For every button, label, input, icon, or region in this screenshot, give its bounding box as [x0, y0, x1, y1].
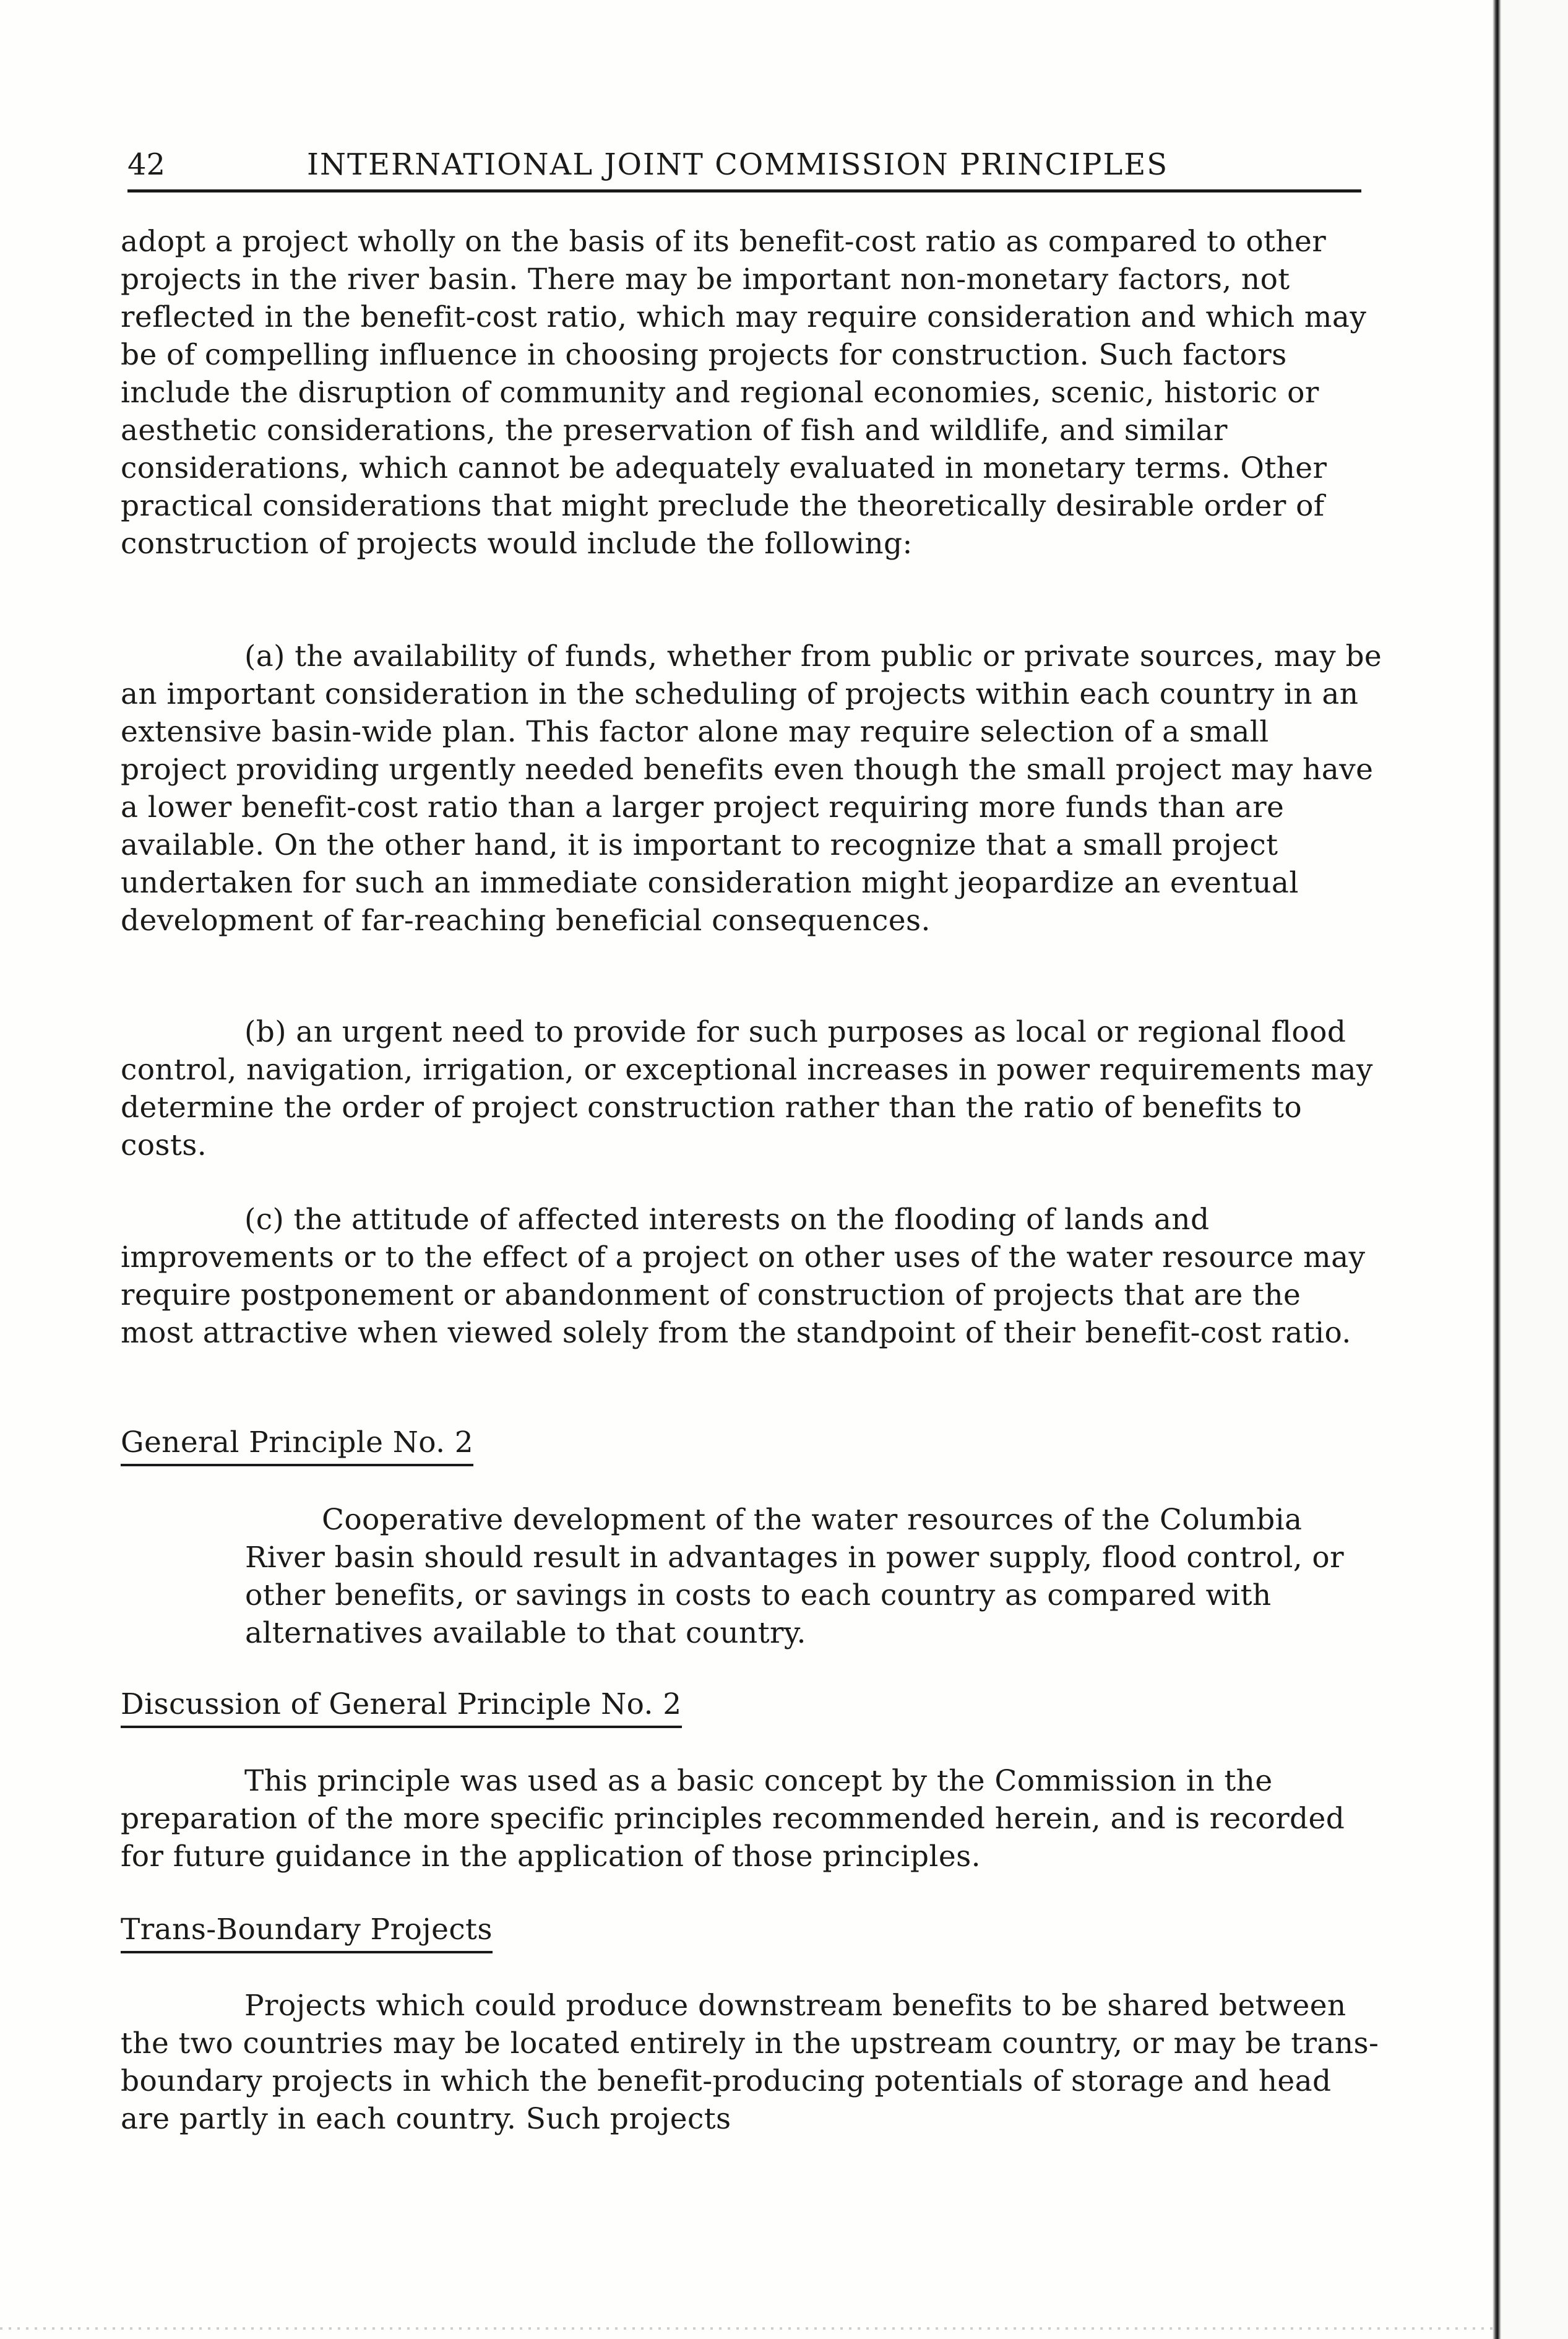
principle-2-text: Cooperative development of the water resources of the Columbia River basin should result in advantages in power supply, flood control, or other benefits, or savings in costs to each country as compared with alternatives available to that country.: [245, 1503, 1344, 1650]
item-a-paragraph: (a) the availability of funds, whether from public or private sources, may be an important consideration in the scheduling of projects within each country in an extensive basin-wide plan. This factor alone may require selection of a small project providing urgently needed benefits even though the small project may have a lower benefit-cost ratio than a larger project requiring more funds than are available. On the other hand, it is important to recognize that a small project undertaken for such an immediate consideration might jeopardize an eventual development of far-reaching beneficial consequences.: [121, 639, 1382, 938]
trans-boundary-heading: Trans-Boundary Projects: [121, 1911, 493, 1953]
running-head: INTERNATIONAL JOINT COMMISSION PRINCIPLES: [307, 147, 1169, 182]
binding-edge: [1493, 0, 1501, 2339]
discussion-2-text: This principle was used as a basic concept by the Commission in the preparation of the more specific principles recommended herein, and is recorded for future guidance in the application of those principles.: [121, 1764, 1345, 1874]
page-header: [127, 146, 1361, 192]
intro-paragraph: adopt a project wholly on the basis of its benefit-cost ratio as compared to other projects in the river basin. There may be important non-monetary factors, not reflected in the benefit-cost ratio, which may require consideration and which may be of compelling influence in choosing projects for construction. Such factors include the disruption of community and regional economies, scenic, historic or aesthetic considerations, the preservation of fish and wildlife, and similar considerations, which cannot be adequately evaluated in monetary terms. Other practical considerations that might preclude the theoretically desirable order of construction of projects would include the following:: [121, 225, 1367, 561]
trans-boundary-text: Projects which could produce downstream benefits to be shared between the two countries may be located entirely in the upstream country, or may be trans-boundary projects in which the benefit-producing potentials of storage and head are partly in each country. Such projects: [121, 1989, 1379, 2136]
item-b-paragraph: (b) an urgent need to provide for such purposes as local or regional flood control, navigation, irrigation, or exceptional increases in power requirements may determine the order of project construction rather than the ratio of benefits to costs.: [121, 1015, 1373, 1162]
item-c-paragraph: (c) the attitude of affected interests on the flooding of lands and improvements or to the effect of a project on other uses of the water resource may require postponement or abandonment of construction of projects that are the most attractive when viewed solely from the standpoint of their benefit-cost ratio.: [121, 1203, 1366, 1350]
principle-2-heading: General Principle No. 2: [121, 1424, 473, 1466]
discussion-2-heading: Discussion of General Principle No. 2: [121, 1685, 682, 1728]
page-number: 42: [127, 147, 166, 182]
scan-noise: [0, 2327, 1493, 2330]
binding-shadow: [1501, 0, 1568, 2339]
